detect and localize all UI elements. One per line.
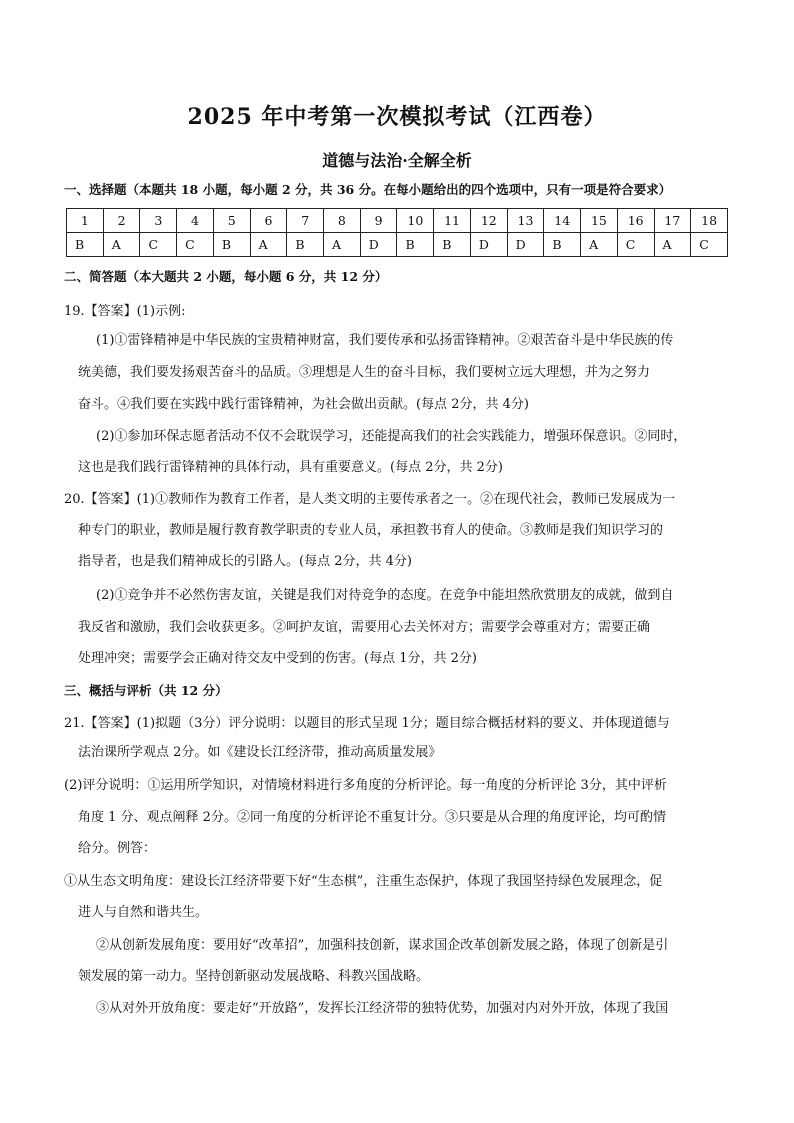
- q21-part2-line: (2)评分说明：①运用所学知识，对情境材料进行多角度的分析评论。每一角度的分析评论 3分，其中评析: [64, 778, 667, 793]
- question-number: 1: [67, 209, 104, 233]
- section2-heading: 二、简答题（本大题共 2 小题，每小题 6 分，共 12 分）: [64, 269, 388, 284]
- q19-part2-line: (2)①参加环保志愿者活动不仅不会耽误学习，还能提高我们的社会实践能力，增强环保意识。②同时，: [96, 429, 687, 444]
- answer-cell: D: [360, 233, 397, 257]
- q21-answer-head: 21.【答案】(1)拟题（3分）评分说明：以题目的形式呈现 1分；题目综合概括材料的要义、并体现道德与: [64, 716, 670, 731]
- answer-cell: B: [287, 233, 324, 257]
- q21-example-line: ①从生态文明角度：建设长江经济带要下好“生态棋”，注重生态保护，体现了我国坚持绿色发展理念，促: [64, 874, 663, 889]
- q19-part2-line: 这也是我们践行雷锋精神的具体行动，具有重要意义。(每点 2分，共 2分): [78, 460, 503, 475]
- q21-part2-line: 给分。例答：: [78, 841, 157, 856]
- answer-cell: B: [544, 233, 581, 257]
- answer-cell: A: [103, 233, 140, 257]
- q20-part2-line: (2)①竞争并不必然伤害友谊，关键是我们对待竞争的态度。在竞争中能坦然欣赏朋友的成就，做到自: [96, 588, 674, 603]
- q21-example-line: ②从创新发展角度：要用好“改革招”，加强科技创新，谋求国企改革创新发展之路，体现了创新是引: [96, 938, 669, 953]
- answer-cell: C: [177, 233, 214, 257]
- answer-table: [66, 208, 728, 257]
- question-number: 4: [177, 209, 214, 233]
- answer-cell: C: [140, 233, 177, 257]
- page-subtitle: 道德与法治·全解全析: [322, 151, 472, 170]
- question-number: 13: [507, 209, 544, 233]
- q20-part1-line: 种专门的职业，教师是履行教育教学职责的专业人员，承担教书育人的使命。③教师是我们知识学习的: [78, 523, 664, 538]
- question-number: 17: [654, 209, 691, 233]
- page-title: 2025 年中考第一次模拟考试（江西卷）: [187, 104, 607, 130]
- question-number: 10: [397, 209, 434, 233]
- question-number: 3: [140, 209, 177, 233]
- q20-part1-line: 指导者，也是我们精神成长的引路人。(每点 2分，共 4分): [78, 554, 412, 569]
- q20-part2-line: 我反省和激励，我们会收获更多。②呵护友谊，需要用心去关怀对方；需要学会尊重对方；需要正确: [78, 620, 651, 635]
- answer-cell: C: [617, 233, 654, 257]
- question-number: 7: [287, 209, 324, 233]
- q19-part1-line: (1)①雷锋精神是中华民族的宝贵精神财富，我们要传承和弘扬雷锋精神。②艰苦奋斗是中华民族的传: [96, 333, 674, 348]
- question-number: 11: [434, 209, 471, 233]
- answer-cell: B: [434, 233, 471, 257]
- question-number: 12: [470, 209, 507, 233]
- question-number: 8: [324, 209, 361, 233]
- answer-cell: B: [67, 233, 104, 257]
- question-number: 18: [691, 209, 728, 233]
- question-number: 5: [213, 209, 250, 233]
- q21-part2-line: 角度 1 分、观点阐释 2分。②同一角度的分析评论不重复计分。③只要是从合理的角度评论，均可酌情: [78, 810, 666, 825]
- q20-answer-head: 20.【答案】(1)①教师作为教育工作者，是人类文明的主要传承者之一。②在现代社会，教师已发展成为一: [64, 492, 676, 507]
- answer-cell: A: [324, 233, 361, 257]
- q21-example-line: 领发展的第一动力。坚持创新驱动发展战略、科教兴国战略。: [78, 969, 430, 984]
- q21-example-line: 进人与自然和谐共生。: [78, 905, 209, 920]
- q19-part1-line: 统美德，我们要发扬艰苦奋斗的品质。③理想是人生的奋斗目标，我们要树立远大理想，并为之努力: [78, 365, 651, 380]
- answer-cell: A: [250, 233, 287, 257]
- answer-cell: D: [507, 233, 544, 257]
- question-number: 9: [360, 209, 397, 233]
- q21-line: 法治课所学观点 2分。如《建设长江经济带，推动高质量发展》: [78, 745, 442, 760]
- q20-part2-line: 处理冲突；需要学会正确对待交友中受到的伤害。(每点 1分，共 2分): [78, 651, 477, 666]
- answer-cell: D: [470, 233, 507, 257]
- answer-cell: B: [213, 233, 250, 257]
- section1-heading: 一、选择题（本题共 18 小题，每小题 2 分，共 36 分。在每小题给出的四个选项中，只有一项是符合要求）: [64, 182, 672, 197]
- q21-example-line: ③从对外开放角度：要走好“开放路”，发挥长江经济带的独特优势，加强对内对外开放，体现了我国: [96, 1001, 669, 1016]
- question-number: 6: [250, 209, 287, 233]
- q19-answer-head: 19.【答案】(1)示例:: [64, 304, 186, 319]
- answer-table-answer-row: [67, 233, 728, 257]
- answer-table-number-row: [67, 209, 728, 233]
- question-number: 14: [544, 209, 581, 233]
- question-number: 16: [617, 209, 654, 233]
- answer-cell: A: [581, 233, 618, 257]
- question-number: 15: [581, 209, 618, 233]
- answer-cell: C: [691, 233, 728, 257]
- question-number: 2: [103, 209, 140, 233]
- section3-heading: 三、概括与评析（共 12 分）: [64, 683, 228, 698]
- answer-cell: A: [654, 233, 691, 257]
- q19-part1-line: 奋斗。④我们要在实践中践行雷锋精神，为社会做出贡献。(每点 2分，共 4分): [78, 397, 529, 412]
- answer-cell: B: [397, 233, 434, 257]
